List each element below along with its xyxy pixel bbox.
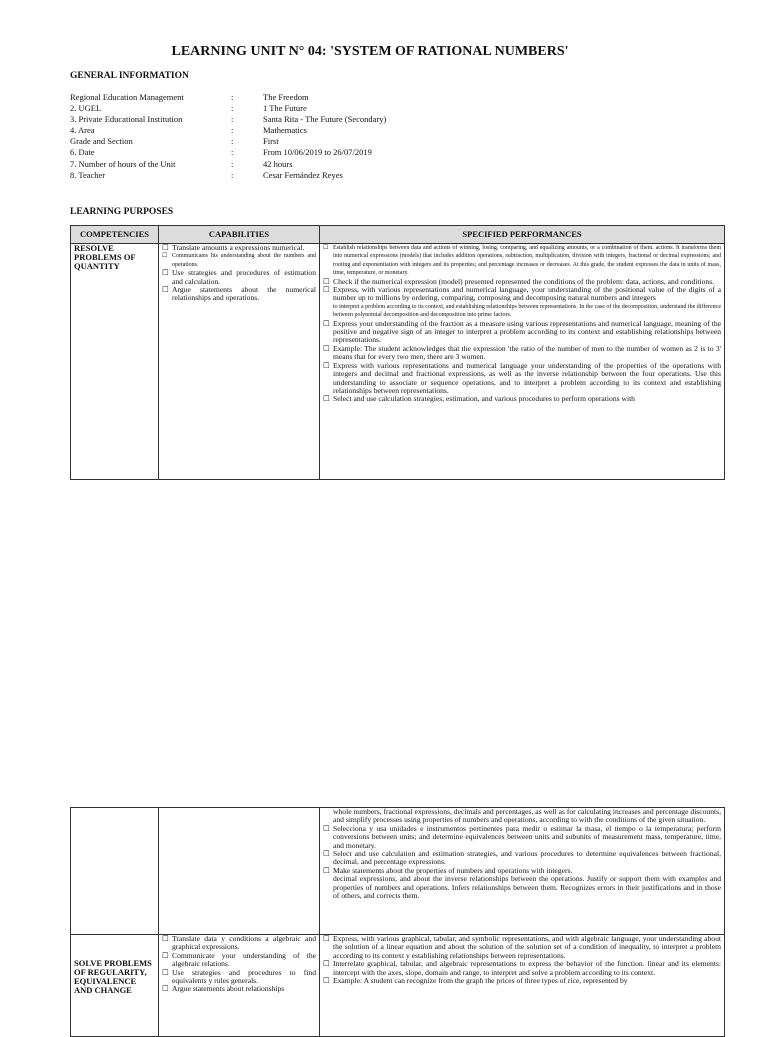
- info-row: [70, 125, 470, 136]
- info-label: 6. Date: [70, 147, 95, 158]
- list-item: [323, 935, 721, 960]
- checkbox-icon: ☐: [323, 245, 329, 251]
- checkbox-icon: ☐: [323, 976, 330, 986]
- list-item: [162, 252, 316, 269]
- checkbox-icon: ☐: [162, 268, 169, 278]
- list-item: [323, 362, 721, 396]
- info-row: [70, 103, 470, 114]
- checkbox-icon: ☐: [323, 318, 330, 328]
- performance-text: Express your understanding of the fraction as a measure using various representations and numerical language, meaning of the positive and negative sign of an integer to interpret a problem according to its context and establishing relationships between representations.: [333, 318, 721, 345]
- capability-text: Translate amounts a expressions numerical.: [172, 243, 305, 252]
- info-row: [70, 159, 470, 170]
- checkbox-icon: ☐: [323, 865, 330, 875]
- capability-text: Translate data y conditions a algebraic and graphical expressions.: [172, 934, 316, 952]
- checkbox-icon: ☐: [323, 823, 330, 833]
- performances-cell: [320, 935, 725, 1037]
- table-header-row: [71, 226, 725, 244]
- capability-text: Argue statements about the numerical relationships and operations.: [172, 285, 316, 303]
- info-colon: :: [231, 103, 234, 114]
- info-value: 1 The Future: [263, 103, 307, 114]
- info-label: Regional Education Management: [70, 92, 184, 102]
- continuation-text: decimal expressions, and about the inverse relationships between the operations. Justify or support them with examples and properties of numbers and operations. Infers relationships between them. Recognizes errors in their justifications and in those of others, and corrects them.: [333, 874, 721, 901]
- list-item: [162, 286, 316, 303]
- list-item: [323, 977, 721, 985]
- list-item: [323, 320, 721, 345]
- general-info-list: [70, 92, 470, 181]
- list-item: [323, 850, 721, 867]
- competency-name: SOLVE PROBLEMS OF REGULARITY, EQUIVALENCE AND CHANGE: [74, 958, 152, 995]
- header-competencies: COMPETENCIES: [71, 226, 159, 244]
- info-label: 8. Teacher: [70, 169, 106, 180]
- info-value: Santa Rita - The Future (Secondary): [263, 114, 387, 125]
- performances-cell: [320, 244, 725, 480]
- checkbox-icon: ☐: [162, 950, 169, 960]
- list-item: [162, 244, 316, 252]
- document-title: LEARNING UNIT N° 04: 'SYSTEM OF RATIONAL NUMBERS': [171, 44, 569, 59]
- header-performances: SPECIFIED PERFORMANCES: [320, 226, 725, 244]
- list-item: [162, 269, 316, 286]
- competency-cell: [71, 244, 159, 480]
- capability-text: Communicates his understanding about the numbers and operations.: [172, 253, 316, 268]
- info-row: [70, 92, 470, 103]
- info-row: [70, 170, 470, 181]
- performance-text: Express with various representations and numerical language your understanding of the properties of the operations with integers and decimal and fractional expressions, as well as the inverse relationship between the four operations. Use this understanding to associate or sequence operations, and to interpret a problem according to its context and establishing relationships between representations.: [333, 360, 721, 395]
- performance-text: Example: The student acknowledges that the expression 'the ratio of the number of men to the number of women as 2 is to 3' means that for every two men, there are 3 women.: [333, 343, 721, 362]
- checkbox-icon: ☐: [323, 360, 330, 370]
- performance-text: Express, with various representations and numerical language, your understanding of the positional value of the digits of a number up to millions by ordering, comparing, composing and decomposing natural numbers and integers: [333, 285, 721, 303]
- performance-text: Check if the numerical expression (model) presented represented the conditions of the problem: data, actions, and conditions.: [333, 276, 715, 286]
- learning-purposes-heading: LEARNING PURPOSES: [70, 207, 174, 217]
- performances-cell: [320, 808, 725, 935]
- capability-text: Use strategies and procedures to find equivalents y rules generals.: [172, 967, 316, 986]
- info-value: From 10/06/2019 to 26/07/2019: [263, 147, 372, 158]
- info-colon: :: [231, 136, 234, 147]
- header-capabilities: CAPABILITIES: [159, 226, 320, 244]
- info-colon: :: [231, 92, 234, 102]
- checkbox-icon: ☐: [162, 243, 169, 252]
- checkbox-icon: ☐: [323, 276, 330, 286]
- list-item: [323, 395, 721, 403]
- continuation-text: whole numbers, fractional expressions, decimals and percentages, as well as for calculating increases and percentage discounts, and simplify processes using properties of numbers and operations, according to with the conditions of the given situation.: [333, 807, 721, 825]
- info-label: 3. Private Educational Institution: [70, 114, 183, 125]
- checkbox-icon: ☐: [162, 253, 168, 260]
- list-item: [323, 960, 721, 977]
- info-row: [70, 136, 470, 147]
- purposes-table-page1: [70, 225, 725, 480]
- capabilities-cell: [159, 935, 320, 1037]
- info-value: 42 hours: [263, 158, 293, 169]
- checkbox-icon: ☐: [323, 959, 330, 969]
- checkbox-icon: ☐: [162, 285, 169, 295]
- info-value: Mathematics: [263, 125, 307, 136]
- capability-text: Argue statements about relationships: [172, 984, 285, 994]
- list-item: [162, 952, 316, 969]
- capabilities-cell: [159, 808, 320, 935]
- table-row: [71, 935, 725, 1037]
- info-colon: :: [231, 125, 234, 136]
- checkbox-icon: ☐: [162, 984, 169, 994]
- info-row: [70, 147, 470, 158]
- purposes-table-page2: [70, 807, 725, 1037]
- checkbox-icon: ☐: [323, 849, 330, 859]
- info-label: 7. Number of hours of the Unit: [70, 158, 176, 169]
- table-row: [71, 808, 725, 935]
- performance-text: Selecciona y usa unidades e instrumentos pertinentes para medir o estimar la masa, el tiempo o la temperatura; perform conversions between units; and determine equivalences between units and subunits of measurement mass, temperature, time, and monetary.: [333, 823, 721, 850]
- list-item: [323, 286, 721, 303]
- list-item: [162, 969, 316, 986]
- list-item: [162, 935, 316, 952]
- checkbox-icon: ☐: [162, 967, 169, 977]
- general-info-heading: GENERAL INFORMATION: [70, 71, 189, 81]
- checkbox-icon: ☐: [162, 934, 169, 943]
- list-item: [323, 825, 721, 850]
- performance-text: Select and use calculation strategies, estimation, and various procedures to perform operations with: [333, 394, 635, 404]
- info-label: 2. UGEL: [70, 103, 102, 114]
- checkbox-icon: ☐: [323, 285, 330, 295]
- info-value: The Freedom: [263, 92, 309, 102]
- performance-text: Example: A student can recognize from the graph the prices of three types of rice, represented by: [333, 976, 628, 986]
- list-item: [323, 244, 721, 278]
- info-label: 4. Area: [70, 125, 95, 136]
- competency-cell: [71, 935, 159, 1037]
- continuation-text: to interpret a problem according to its context, and establishing relationships between representations. In the case of the decomposition, understand the difference between polynomial decomposition and decomposition into prime factors.: [333, 303, 721, 319]
- competency-cell: [71, 808, 159, 935]
- performance-text: Select and use calculation and estimation strategies, and various procedures to determine equivalences between fractional, decimal, and percentage expressions.: [333, 849, 721, 867]
- capability-text: Communicate your understanding of the algebraic relations.: [172, 950, 316, 969]
- competency-name: RESOLVE PROBLEMS OF QUANTITY: [74, 243, 136, 271]
- checkbox-icon: ☐: [323, 934, 330, 943]
- list-item: [323, 345, 721, 362]
- info-colon: :: [231, 169, 234, 180]
- performance-text: Interrelate graphical, tabular, and algebraic representations to express the behavior of the function. linear and its elements: intercept with the axes, slope, domain and range, to interpret and solve a problem according to its context.: [333, 959, 721, 977]
- info-colon: :: [231, 158, 234, 169]
- list-item: [162, 985, 316, 993]
- info-value: First: [263, 136, 279, 147]
- info-colon: :: [231, 114, 234, 125]
- info-colon: :: [231, 147, 234, 158]
- checkbox-icon: ☐: [323, 343, 330, 353]
- table-row: [71, 244, 725, 480]
- info-row: [70, 114, 470, 125]
- performance-text: Express, with various graphical, tabular, and symbolic representations, and with algebraic language, your understanding about the solution of a linear equation and about the solution of the solution set of a condition of inequality, to interpret a problem according to its context y establishing relationships between representations.: [333, 934, 721, 960]
- checkbox-icon: ☐: [323, 394, 330, 404]
- performance-text: Establish relationships between data and actions of winning, losing, comparing, and equalizing amounts, or a combination of them. actions. It transforms them into numerical expressions (models) that includes addition operations, subtraction, multiplication, division with integers, fractional or decimal expressions; and rooting and exponentiation with integers and its properties; and percentage increases or decreases. At this grade, the student expresses the data in units of mass, time, temperature, or monetary.: [333, 245, 721, 277]
- performance-text: Make statements about the properties of numbers and operations with integers.: [333, 865, 573, 875]
- capabilities-cell: [159, 244, 320, 480]
- capability-text: Use strategies and procedures of estimation and calculation.: [172, 268, 316, 286]
- info-label: Grade and Section: [70, 136, 133, 147]
- info-value: Cesar Fernández Reyes: [263, 169, 343, 180]
